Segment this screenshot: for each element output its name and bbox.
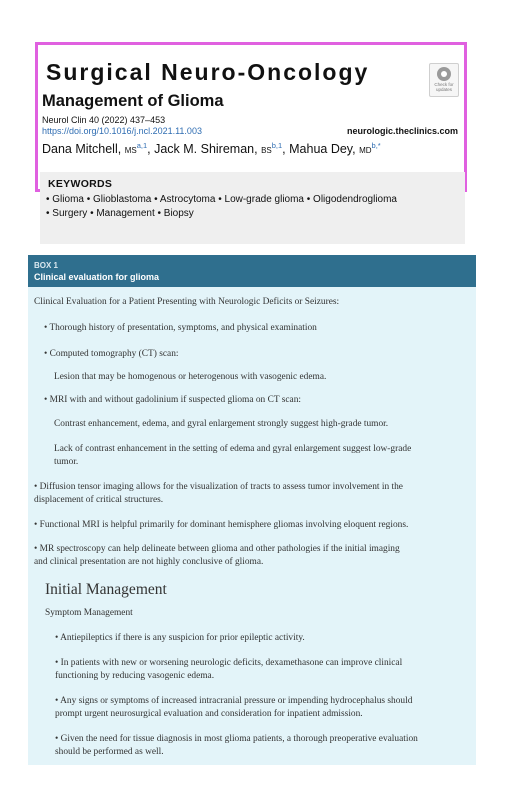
article-title: Surgical Neuro-Oncology (46, 59, 370, 85)
check-for-updates-badge[interactable] (429, 63, 459, 97)
box-number: BOX 1 (34, 261, 59, 270)
doi-link[interactable]: https://doi.org/10.1016/j.ncl.2021.11.003 (42, 126, 202, 136)
box-intro: Clinical Evaluation for a Patient Presenting with Neurologic Deficits or Seizures: (34, 297, 340, 307)
author-degree: MS (124, 146, 137, 156)
list-item: • Any signs or symptoms of increased intracranial pressure or impending hydrocephalus should (55, 696, 413, 706)
author-name: Jack M. Shireman (154, 142, 255, 157)
sub-item: Lesion that may be homogenous or heterogenous with vasogenic edema. (54, 372, 327, 382)
list-item: • Given the need for tissue diagnosis in most glioma patients, a thorough preoperative evaluation (55, 734, 418, 744)
author-name: Mahua Dey (289, 142, 353, 157)
author-affiliation-link[interactable]: b,1 (271, 141, 283, 150)
check-updates-label: Check for updates (434, 82, 454, 92)
article-header (35, 42, 467, 192)
list-item: • Diffusion tensor imaging allows for the visualization of tracts to assess tumor involvement in the (34, 482, 403, 492)
article-subtitle: Management of Glioma (42, 92, 224, 110)
list-item-continued: prompt urgent neurosurgical evaluation and consideration for inpatient admission. (55, 709, 363, 719)
clinical-evaluation-box (28, 255, 476, 765)
box-header (28, 255, 476, 287)
list-item: • Functional MRI is helpful primarily for dominant hemisphere gliomas involving eloquent regions. (34, 520, 409, 530)
list-item: • Computed tomography (CT) scan: (44, 349, 179, 359)
list-item: • MR spectroscopy can help delineate between glioma and other pathologies if the initial imaging (34, 544, 400, 554)
author-affiliation-link[interactable]: a,1 (136, 141, 148, 150)
box-title: Clinical evaluation for glioma (34, 272, 160, 282)
author-name: Dana Mitchell (42, 142, 118, 157)
author-affiliation-link[interactable]: b,* (371, 141, 381, 150)
list-item: • In patients with new or worsening neurologic deficits, dexamethasone can improve clinical (55, 658, 403, 668)
journal-site-link[interactable]: neurologic.theclinics.com (346, 126, 458, 136)
author-degree: MD (359, 146, 372, 156)
list-item: • Thorough history of presentation, symptoms, and physical examination (44, 323, 317, 333)
subsection-heading: Symptom Management (45, 608, 133, 618)
list-item: • Antiepileptics if there is any suspicion for prior epileptic activity. (55, 633, 305, 643)
list-item-continued: displacement of critical structures. (34, 495, 164, 505)
sub-item-continued: tumor. (54, 457, 79, 467)
section-heading: Initial Management (45, 581, 167, 598)
author-degree: BS (261, 146, 272, 156)
list-item: • MRI with and without gadolinium if suspected glioma on CT scan: (44, 395, 301, 405)
list-item-continued: functioning by reducing vasogenic edema. (55, 671, 215, 681)
keywords-heading: KEYWORDS (48, 178, 113, 190)
keywords-section (40, 172, 465, 244)
list-item-continued: should be performed as well. (55, 747, 164, 757)
author-list: Dana Mitchell, MS$^{a,1}$, Jack M. Shireman, BS$^{b,1}$, Mahua Dey, $MD^{b,*}$ (42, 141, 381, 157)
sub-item: Contrast enhancement, edema, and gyral enlargement strongly suggest high-grade tumor. (54, 419, 389, 429)
journal-reference: Neurol Clin 40 (2022) 437–453 (42, 115, 166, 125)
list-item-continued: and clinical presentation are not highly conclusive of glioma. (34, 557, 264, 567)
check-updates-icon (437, 67, 451, 81)
keywords-line: • Surgery • Management • Biopsy (46, 208, 194, 219)
sub-item: Lack of contrast enhancement in the setting of edema and gyral enlargement suggest low-grade (54, 444, 412, 454)
keywords-line: • Glioma • Glioblastoma • Astrocytoma • Low-grade glioma • Oligodendroglioma (46, 194, 397, 205)
